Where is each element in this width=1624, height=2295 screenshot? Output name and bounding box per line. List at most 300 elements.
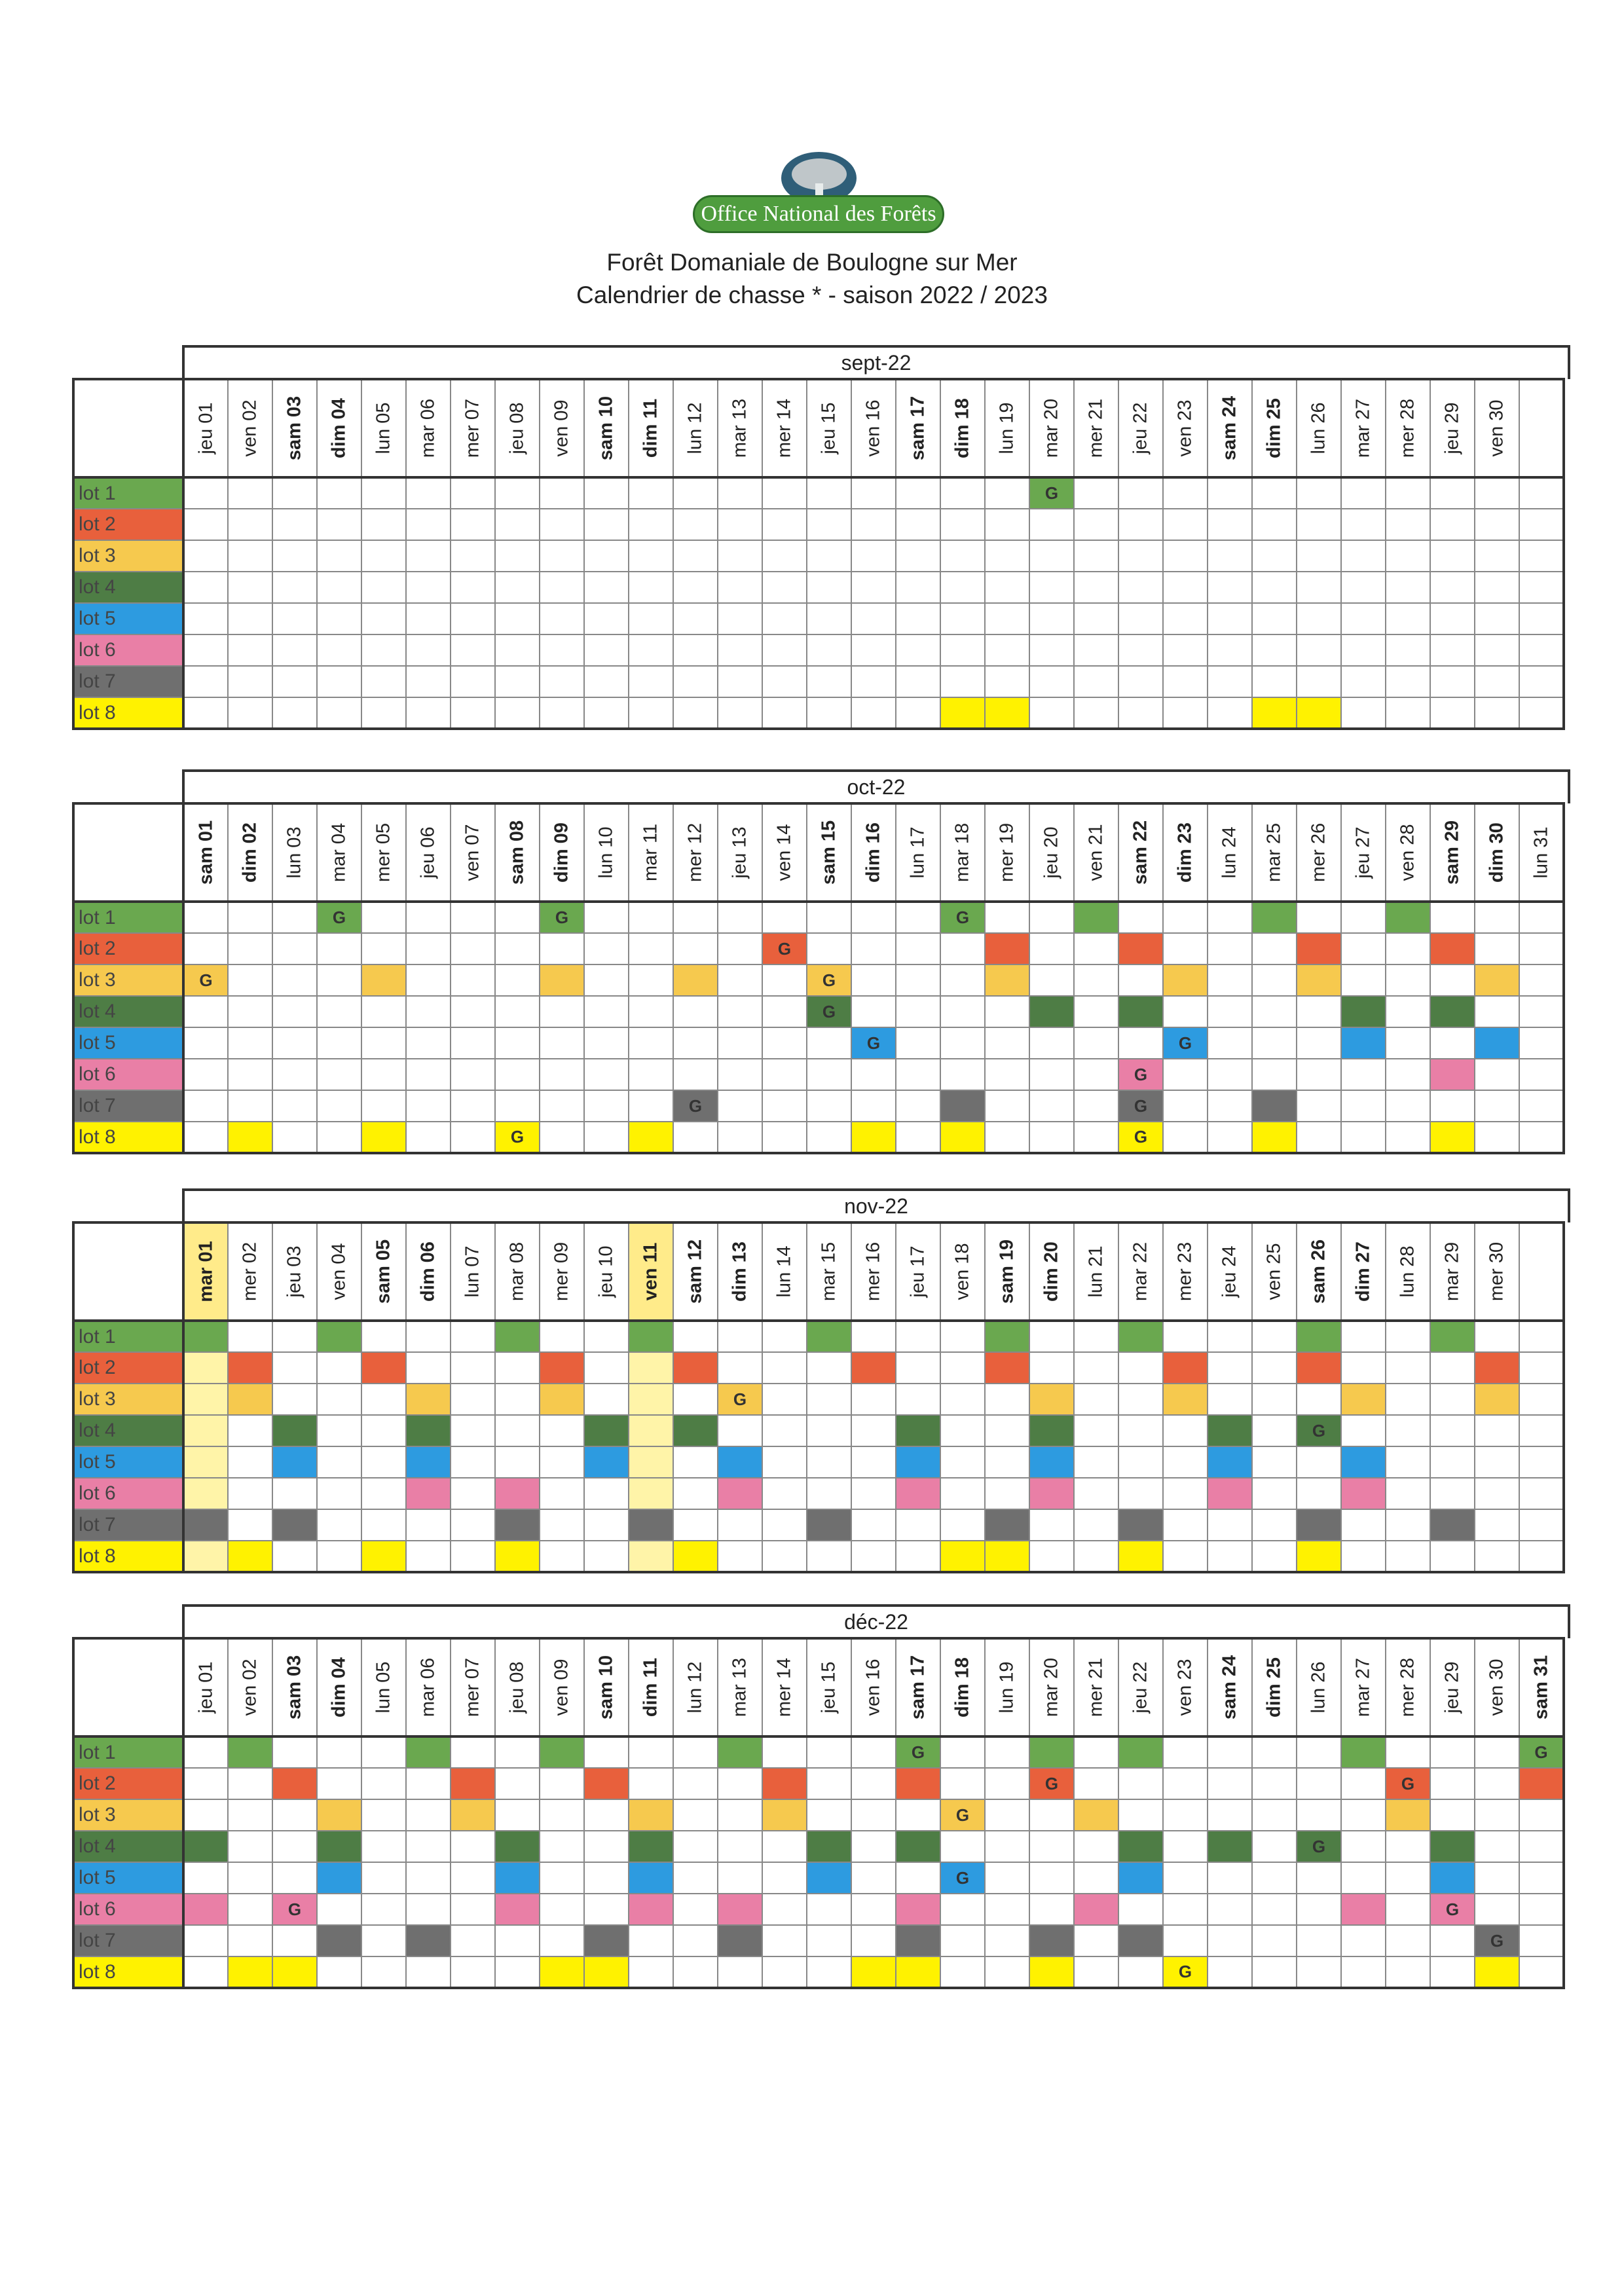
day-cell bbox=[451, 1384, 495, 1415]
day-cell bbox=[584, 1736, 629, 1768]
day-cell bbox=[317, 1027, 361, 1059]
day-cell bbox=[1341, 634, 1386, 666]
day-cell bbox=[1074, 540, 1118, 572]
day-cell bbox=[896, 933, 940, 964]
day-header: mer 28 bbox=[1386, 1638, 1430, 1736]
day-header: dim 16 bbox=[851, 803, 896, 902]
day-cell bbox=[540, 1321, 584, 1352]
day-header: sam 10 bbox=[584, 379, 629, 477]
day-cell bbox=[807, 1956, 851, 1988]
day-cell bbox=[985, 603, 1029, 634]
day-cell bbox=[1519, 1090, 1564, 1122]
day-cell bbox=[851, 697, 896, 729]
day-cell bbox=[1297, 1384, 1341, 1415]
day-cell bbox=[1297, 1736, 1341, 1768]
day-cell bbox=[1519, 1831, 1564, 1862]
day-cell bbox=[1386, 477, 1430, 509]
day-cell bbox=[1386, 1090, 1430, 1122]
day-cell bbox=[495, 964, 540, 996]
day-cell bbox=[406, 1415, 451, 1446]
day-cell bbox=[584, 1509, 629, 1541]
day-cell bbox=[940, 1509, 985, 1541]
day-cell bbox=[495, 1925, 540, 1956]
day-cell bbox=[896, 1925, 940, 1956]
day-cell bbox=[629, 509, 673, 540]
day-cell bbox=[540, 477, 584, 509]
day-cell bbox=[495, 902, 540, 933]
day-cell bbox=[1297, 1478, 1341, 1509]
day-cell bbox=[406, 1736, 451, 1768]
day-header: jeu 08 bbox=[495, 379, 540, 477]
day-cell bbox=[1297, 1956, 1341, 1988]
day-cell bbox=[183, 1768, 228, 1799]
day-cell bbox=[584, 1831, 629, 1862]
day-cell bbox=[1252, 540, 1297, 572]
day-cell bbox=[629, 1122, 673, 1153]
day-cell bbox=[317, 697, 361, 729]
day-cell bbox=[228, 1831, 272, 1862]
day-cell bbox=[807, 477, 851, 509]
day-cell bbox=[540, 1059, 584, 1090]
lot-row bbox=[73, 933, 1564, 964]
lot-label: lot 8 bbox=[73, 1956, 183, 1988]
lot-label: lot 3 bbox=[73, 1384, 183, 1415]
day-cell bbox=[1252, 1956, 1297, 1988]
day-cell bbox=[985, 964, 1029, 996]
day-cell bbox=[272, 1384, 317, 1415]
lot-label: lot 3 bbox=[73, 540, 183, 572]
day-cell bbox=[896, 634, 940, 666]
lot-label: lot 1 bbox=[73, 1321, 183, 1352]
day-header: sam 05 bbox=[361, 1222, 406, 1321]
day-cell bbox=[673, 1799, 718, 1831]
day-cell bbox=[1297, 1509, 1341, 1541]
day-cell bbox=[673, 1831, 718, 1862]
day-header: lun 10 bbox=[584, 803, 629, 902]
day-cell bbox=[851, 1894, 896, 1925]
day-header: jeu 17 bbox=[896, 1222, 940, 1321]
day-cell bbox=[1208, 902, 1252, 933]
day-cell bbox=[940, 1027, 985, 1059]
day-cell bbox=[1074, 1925, 1118, 1956]
day-cell bbox=[1430, 1446, 1475, 1478]
day-cell bbox=[540, 1541, 584, 1572]
day-cell bbox=[985, 933, 1029, 964]
day-cell bbox=[406, 666, 451, 697]
day-header: mer 26 bbox=[1297, 803, 1341, 902]
day-cell bbox=[1074, 996, 1118, 1027]
guest-marker: G bbox=[1430, 1894, 1475, 1925]
day-header: lun 12 bbox=[673, 379, 718, 477]
day-cell bbox=[762, 1541, 807, 1572]
day-cell bbox=[1118, 1768, 1163, 1799]
day-header: ven 09 bbox=[540, 1638, 584, 1736]
day-cell bbox=[851, 1541, 896, 1572]
day-cell bbox=[762, 666, 807, 697]
day-cell bbox=[1118, 603, 1163, 634]
day-cell bbox=[406, 1541, 451, 1572]
day-cell bbox=[1430, 572, 1475, 603]
day-cell bbox=[1163, 902, 1208, 933]
day-cell bbox=[673, 1894, 718, 1925]
day-cell bbox=[673, 1122, 718, 1153]
day-cell bbox=[1208, 1446, 1252, 1478]
day-cell bbox=[718, 666, 762, 697]
day-cell bbox=[807, 1862, 851, 1894]
day-cell bbox=[361, 509, 406, 540]
day-cell bbox=[673, 1541, 718, 1572]
day-cell bbox=[851, 603, 896, 634]
day-cell bbox=[1341, 1541, 1386, 1572]
day-cell bbox=[940, 697, 985, 729]
day-header: sam 08 bbox=[495, 803, 540, 902]
day-cell bbox=[762, 509, 807, 540]
day-cell bbox=[1430, 1384, 1475, 1415]
day-cell bbox=[985, 1831, 1029, 1862]
day-cell bbox=[1074, 697, 1118, 729]
day-cell bbox=[896, 1415, 940, 1446]
day-cell bbox=[1519, 1352, 1564, 1384]
lot-label: lot 4 bbox=[73, 1831, 183, 1862]
day-cell bbox=[228, 1509, 272, 1541]
day-cell bbox=[1118, 540, 1163, 572]
day-cell bbox=[1163, 1478, 1208, 1509]
day-cell bbox=[673, 964, 718, 996]
day-cell bbox=[1475, 1027, 1519, 1059]
lot-label: lot 2 bbox=[73, 1768, 183, 1799]
day-cell bbox=[1118, 1415, 1163, 1446]
day-cell bbox=[1074, 1509, 1118, 1541]
day-cell bbox=[451, 572, 495, 603]
day-cell bbox=[851, 933, 896, 964]
day-cell bbox=[762, 1090, 807, 1122]
day-header: ven 09 bbox=[540, 379, 584, 477]
day-cell bbox=[807, 1090, 851, 1122]
day-cell bbox=[762, 1027, 807, 1059]
day-cell bbox=[1519, 509, 1564, 540]
day-header: mar 13 bbox=[718, 379, 762, 477]
day-cell bbox=[629, 1925, 673, 1956]
day-cell bbox=[1074, 1384, 1118, 1415]
day-header: lun 26 bbox=[1297, 379, 1341, 477]
day-header: jeu 22 bbox=[1118, 1638, 1163, 1736]
day-cell bbox=[1074, 666, 1118, 697]
day-cell bbox=[272, 1415, 317, 1446]
day-header: sam 29 bbox=[1430, 803, 1475, 902]
day-cell bbox=[1208, 1736, 1252, 1768]
day-cell bbox=[183, 1736, 228, 1768]
day-cell bbox=[718, 1059, 762, 1090]
day-cell bbox=[540, 1925, 584, 1956]
day-cell bbox=[272, 572, 317, 603]
day-cell bbox=[228, 572, 272, 603]
day-cell bbox=[1208, 1415, 1252, 1446]
day-cell bbox=[673, 603, 718, 634]
day-cell bbox=[1386, 572, 1430, 603]
day-cell bbox=[495, 477, 540, 509]
day-cell bbox=[451, 1736, 495, 1768]
day-cell bbox=[629, 1059, 673, 1090]
day-header: sam 31 bbox=[1519, 1638, 1564, 1736]
day-cell bbox=[762, 964, 807, 996]
day-cell bbox=[406, 1478, 451, 1509]
guest-marker: G bbox=[1118, 1122, 1163, 1153]
day-cell bbox=[540, 540, 584, 572]
day-cell bbox=[451, 1122, 495, 1153]
lot-label: lot 5 bbox=[73, 1446, 183, 1478]
day-cell bbox=[1163, 697, 1208, 729]
day-cell bbox=[985, 1446, 1029, 1478]
day-cell bbox=[1430, 666, 1475, 697]
day-cell bbox=[317, 1352, 361, 1384]
day-cell bbox=[1519, 1541, 1564, 1572]
day-cell bbox=[1074, 1831, 1118, 1862]
guest-marker: G bbox=[940, 1799, 985, 1831]
day-header: ven 04 bbox=[317, 1222, 361, 1321]
guest-marker: G bbox=[851, 1027, 896, 1059]
day-cell bbox=[762, 1384, 807, 1415]
day-cell bbox=[1519, 1956, 1564, 1988]
day-cell bbox=[540, 1799, 584, 1831]
day-cell bbox=[228, 1956, 272, 1988]
day-cell bbox=[228, 964, 272, 996]
day-cell bbox=[584, 1478, 629, 1509]
day-header: dim 13 bbox=[718, 1222, 762, 1321]
day-header: ven 25 bbox=[1252, 1222, 1297, 1321]
day-cell bbox=[762, 572, 807, 603]
day-cell bbox=[228, 1736, 272, 1768]
day-cell bbox=[495, 1862, 540, 1894]
day-header: lun 14 bbox=[762, 1222, 807, 1321]
lot-label: lot 4 bbox=[73, 572, 183, 603]
day-cell bbox=[1208, 634, 1252, 666]
day-cell bbox=[673, 1509, 718, 1541]
day-cell bbox=[807, 1352, 851, 1384]
day-header: sam 19 bbox=[985, 1222, 1029, 1321]
guest-marker: G bbox=[807, 996, 851, 1027]
day-cell bbox=[1430, 1799, 1475, 1831]
day-cell bbox=[1118, 996, 1163, 1027]
lot-label: lot 4 bbox=[73, 996, 183, 1027]
day-cell bbox=[673, 1478, 718, 1509]
guest-marker: G bbox=[718, 1384, 762, 1415]
day-cell bbox=[851, 666, 896, 697]
day-cell bbox=[317, 1478, 361, 1509]
day-cell bbox=[896, 572, 940, 603]
day-cell bbox=[361, 1768, 406, 1799]
day-cell bbox=[896, 1541, 940, 1572]
day-cell bbox=[584, 1059, 629, 1090]
day-cell bbox=[540, 964, 584, 996]
day-cell bbox=[718, 964, 762, 996]
day-cell bbox=[718, 1541, 762, 1572]
day-cell bbox=[762, 1122, 807, 1153]
day-cell bbox=[183, 1862, 228, 1894]
day-cell bbox=[896, 1894, 940, 1925]
day-cell bbox=[1029, 1894, 1074, 1925]
day-cell bbox=[629, 1541, 673, 1572]
day-cell bbox=[272, 1122, 317, 1153]
day-cell bbox=[673, 933, 718, 964]
day-cell bbox=[272, 1831, 317, 1862]
day-cell bbox=[451, 697, 495, 729]
day-cell bbox=[1519, 902, 1564, 933]
day-cell bbox=[361, 1321, 406, 1352]
day-cell bbox=[1074, 1027, 1118, 1059]
day-header: mar 25 bbox=[1252, 803, 1297, 902]
lot-label: lot 2 bbox=[73, 509, 183, 540]
day-cell bbox=[762, 1059, 807, 1090]
day-cell bbox=[361, 666, 406, 697]
day-cell bbox=[540, 1384, 584, 1415]
day-cell bbox=[1475, 509, 1519, 540]
day-cell bbox=[629, 1894, 673, 1925]
day-cell bbox=[629, 1799, 673, 1831]
day-cell bbox=[1386, 697, 1430, 729]
day-cell bbox=[1208, 603, 1252, 634]
day-cell bbox=[272, 1736, 317, 1768]
day-cell bbox=[629, 1446, 673, 1478]
day-cell bbox=[1029, 509, 1074, 540]
day-cell bbox=[985, 1862, 1029, 1894]
day-cell bbox=[985, 477, 1029, 509]
day-cell bbox=[406, 1446, 451, 1478]
day-cell bbox=[228, 1415, 272, 1446]
day-cell bbox=[807, 509, 851, 540]
lot-label: lot 5 bbox=[73, 1862, 183, 1894]
day-header: dim 02 bbox=[228, 803, 272, 902]
day-cell bbox=[1074, 933, 1118, 964]
day-cell bbox=[1163, 1415, 1208, 1446]
day-cell bbox=[940, 1446, 985, 1478]
day-cell bbox=[940, 1768, 985, 1799]
day-cell bbox=[317, 1956, 361, 1988]
day-cell bbox=[451, 634, 495, 666]
day-cell bbox=[272, 1027, 317, 1059]
day-cell bbox=[1386, 1027, 1430, 1059]
day-cell bbox=[985, 1541, 1029, 1572]
day-cell bbox=[317, 634, 361, 666]
day-header: lun 19 bbox=[985, 1638, 1029, 1736]
day-cell bbox=[940, 996, 985, 1027]
day-header: sam 15 bbox=[807, 803, 851, 902]
day-cell bbox=[1519, 666, 1564, 697]
day-header: mar 08 bbox=[495, 1222, 540, 1321]
lot-row bbox=[73, 603, 1564, 634]
day-header: mer 14 bbox=[762, 379, 807, 477]
day-cell bbox=[1074, 1321, 1118, 1352]
day-cell bbox=[495, 1478, 540, 1509]
lot-row bbox=[73, 1799, 1564, 1831]
day-cell bbox=[1029, 902, 1074, 933]
day-cell bbox=[673, 1384, 718, 1415]
day-header: mar 11 bbox=[629, 803, 673, 902]
day-cell bbox=[762, 603, 807, 634]
day-cell bbox=[183, 1799, 228, 1831]
day-header: dim 11 bbox=[629, 1638, 673, 1736]
day-cell bbox=[940, 964, 985, 996]
day-cell bbox=[1519, 540, 1564, 572]
day-cell bbox=[451, 1894, 495, 1925]
day-cell bbox=[762, 477, 807, 509]
day-cell bbox=[1029, 1122, 1074, 1153]
day-cell bbox=[851, 540, 896, 572]
day-cell bbox=[762, 996, 807, 1027]
day-cell bbox=[317, 1509, 361, 1541]
day-cell bbox=[1430, 1027, 1475, 1059]
day-cell bbox=[718, 697, 762, 729]
day-cell bbox=[940, 1541, 985, 1572]
day-cell bbox=[317, 540, 361, 572]
day-cell bbox=[807, 1384, 851, 1415]
day-cell bbox=[1341, 1862, 1386, 1894]
day-cell bbox=[807, 1478, 851, 1509]
day-cell bbox=[1163, 634, 1208, 666]
day-cell bbox=[1519, 1894, 1564, 1925]
day-cell bbox=[1208, 697, 1252, 729]
day-cell bbox=[851, 1925, 896, 1956]
day-header: ven 23 bbox=[1163, 1638, 1208, 1736]
day-cell bbox=[851, 1768, 896, 1799]
day-cell bbox=[584, 1384, 629, 1415]
day-cell bbox=[940, 1831, 985, 1862]
day-cell bbox=[896, 902, 940, 933]
day-cell bbox=[1519, 1446, 1564, 1478]
day-cell bbox=[851, 902, 896, 933]
day-cell bbox=[1386, 1509, 1430, 1541]
day-cell bbox=[317, 1736, 361, 1768]
day-cell bbox=[1118, 1736, 1163, 1768]
lot-label: lot 8 bbox=[73, 697, 183, 729]
day-cell bbox=[317, 1831, 361, 1862]
day-cell bbox=[1029, 1415, 1074, 1446]
day-header: mar 27 bbox=[1341, 1638, 1386, 1736]
day-cell bbox=[495, 1736, 540, 1768]
day-cell bbox=[183, 603, 228, 634]
day-header: jeu 29 bbox=[1430, 1638, 1475, 1736]
day-cell bbox=[1029, 1925, 1074, 1956]
lot-row bbox=[73, 1925, 1564, 1956]
day-cell bbox=[1386, 603, 1430, 634]
day-cell bbox=[1252, 1122, 1297, 1153]
day-cell bbox=[851, 1956, 896, 1988]
day-cell bbox=[1208, 933, 1252, 964]
day-cell bbox=[495, 666, 540, 697]
day-cell bbox=[540, 1122, 584, 1153]
day-header: dim 20 bbox=[1029, 1222, 1074, 1321]
day-cell bbox=[451, 1862, 495, 1894]
day-header: ven 18 bbox=[940, 1222, 985, 1321]
day-cell bbox=[1297, 964, 1341, 996]
day-header: jeu 10 bbox=[584, 1222, 629, 1321]
day-header: sam 03 bbox=[272, 379, 317, 477]
day-cell bbox=[985, 1509, 1029, 1541]
day-cell bbox=[540, 1736, 584, 1768]
day-cell bbox=[1297, 1768, 1341, 1799]
day-cell bbox=[718, 1862, 762, 1894]
day-cell bbox=[940, 1352, 985, 1384]
day-cell bbox=[1341, 540, 1386, 572]
day-cell bbox=[1074, 1415, 1118, 1446]
day-cell bbox=[896, 1027, 940, 1059]
day-cell bbox=[1519, 1027, 1564, 1059]
month-grid bbox=[72, 1221, 1565, 1573]
day-cell bbox=[495, 1509, 540, 1541]
day-cell bbox=[673, 477, 718, 509]
day-cell bbox=[1386, 1384, 1430, 1415]
day-cell bbox=[673, 1059, 718, 1090]
day-cell bbox=[1297, 1541, 1341, 1572]
